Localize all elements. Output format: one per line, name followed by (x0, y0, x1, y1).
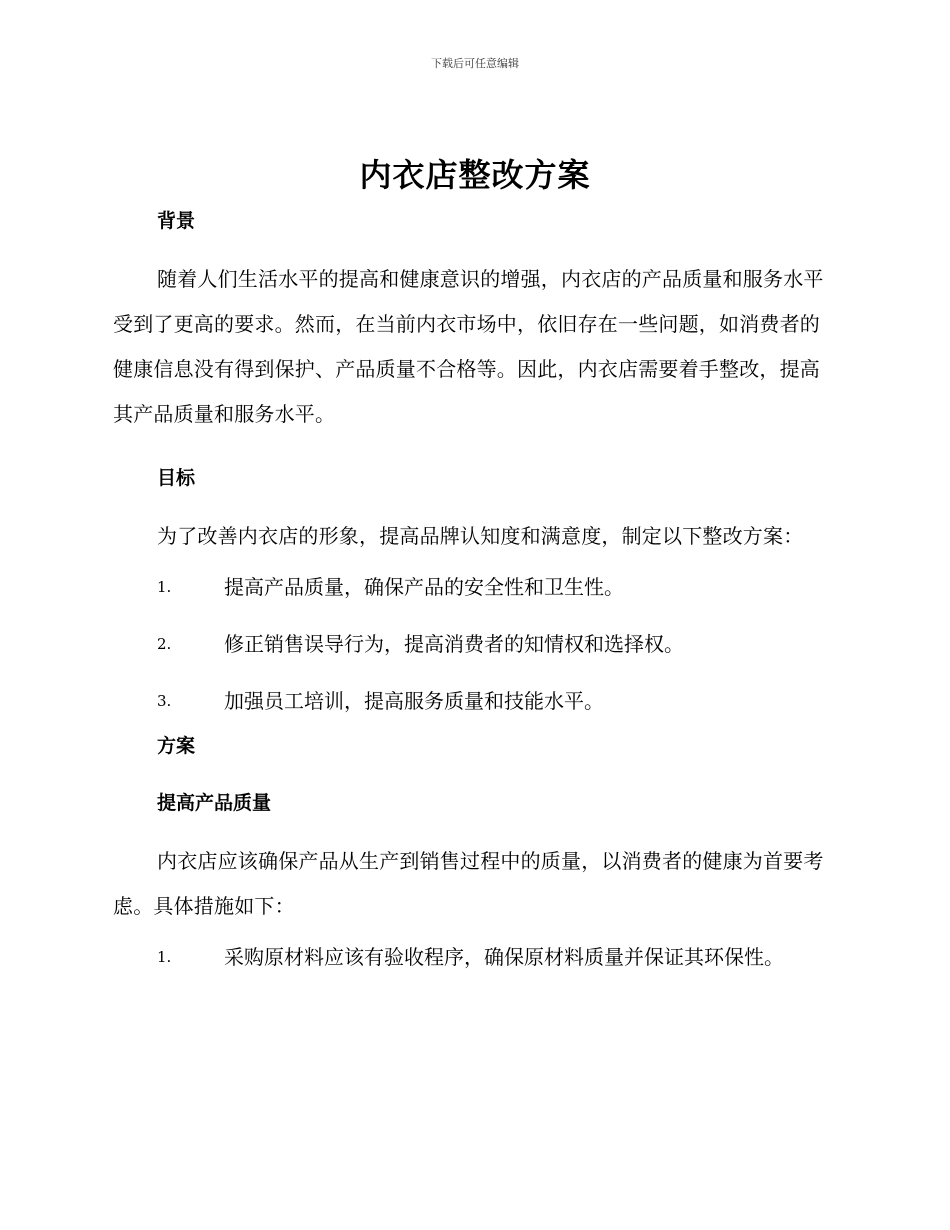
goals-paragraph: 为了改善内衣店的形象，提高品牌认知度和满意度，制定以下整改方案： (157, 524, 804, 548)
subsection-heading-quality: 提高产品质量 (157, 792, 272, 814)
list-number: 2. (157, 635, 172, 653)
list-number: 3. (157, 692, 172, 710)
list-text: 修正销售误导行为，提高消费者的知情权和选择权。 (224, 632, 684, 656)
list-text: 加强员工培训，提高服务质量和技能水平。 (224, 689, 604, 713)
list-text: 提高产品质量，确保产品的安全性和卫生性。 (224, 575, 624, 599)
list-text: 采购原材料应该有验收程序，确保原材料质量并保证其环保性。 (224, 945, 784, 969)
list-item (113, 559, 833, 616)
section-heading-goals: 目标 (157, 467, 196, 489)
list-item (113, 929, 833, 986)
list-item (113, 616, 833, 673)
document-body (113, 205, 833, 986)
list-number: 1. (157, 578, 172, 596)
section-heading-background: 背景 (157, 210, 196, 232)
plan-paragraph: 内衣店应该确保产品从生产到销售过程中的质量，以消费者的健康为首要考虑。具体措施如下： (113, 849, 824, 918)
header-note: 下载后可任意编辑 (431, 57, 519, 70)
background-paragraph: 随着人们生活水平的提高和健康意识的增强，内衣店的产品质量和服务水平受到了更高的要求。然而，在当前内衣市场中，依旧存在一些问题，如消费者的健康信息没有得到保护、产品质量不合格等。因此，内衣店需要着手整改，提高其产品质量和服务水平。 (113, 267, 824, 426)
goals-list (113, 559, 833, 730)
plan-list (113, 929, 833, 986)
list-item (113, 673, 833, 730)
section-heading-plan: 方案 (157, 735, 196, 757)
document-title: 内衣店整改方案 (359, 156, 591, 194)
list-number: 1. (157, 948, 172, 966)
